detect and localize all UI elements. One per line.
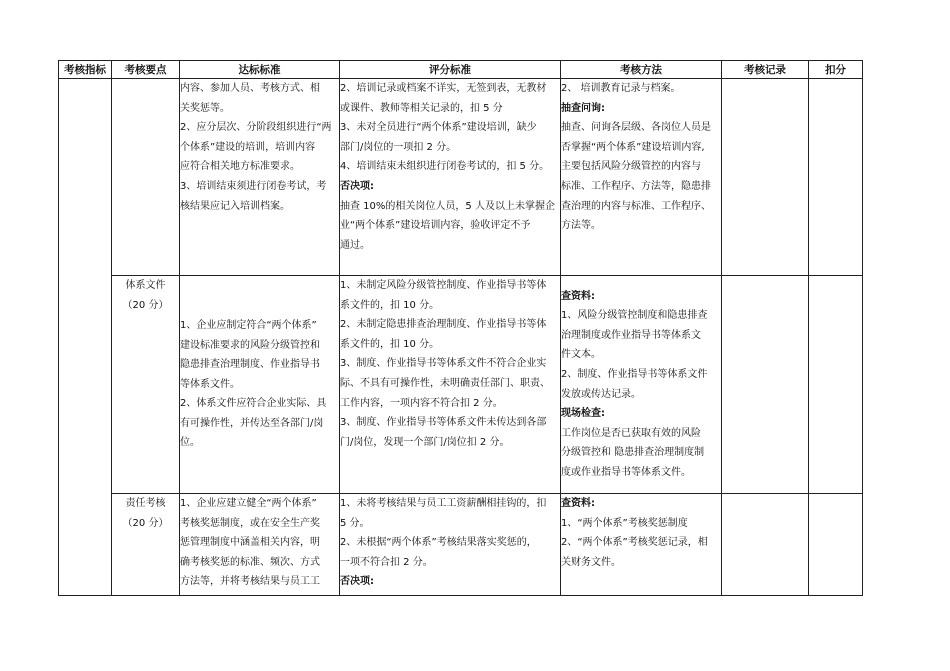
- text-line: 考核奖惩制度，或在安全生产奖: [180, 517, 320, 529]
- scoring-cell: [340, 79, 561, 276]
- text-line: 关奖惩等。: [180, 102, 230, 114]
- text-line: 4、培训结束未组织进行闭卷考试的，扣 5 分。: [340, 161, 550, 173]
- text-line: 2、 培训教育记录与档案。: [561, 83, 681, 94]
- deduction-cell[interactable]: [809, 79, 863, 276]
- indicator-cell: [59, 79, 112, 596]
- header-indicator: 考核指标: [59, 61, 112, 79]
- text-line: 1、风险分级管控制度和隐患排查: [561, 310, 708, 322]
- text-line: 2、“两个体系”考核奖惩记录，相: [561, 537, 708, 549]
- header-scoring: 评分标准: [340, 61, 561, 79]
- header-row: [59, 61, 863, 79]
- text-line: 系文件的，扣 10 分。: [340, 299, 440, 311]
- text-line: 度或作业指导书等体系文件。: [561, 466, 691, 478]
- text-line: 方法等，并将考核结果与员工工: [180, 576, 320, 588]
- text-line: 5 分。: [340, 517, 370, 529]
- text-line: 通过。: [340, 239, 370, 251]
- text-line: 方法等。: [561, 220, 601, 232]
- text-line: 查资料:: [561, 290, 595, 302]
- key-point-cell: [112, 494, 180, 596]
- text-line: 抽查、问询各层级、各岗位人员是: [561, 122, 711, 134]
- table-row: [59, 494, 863, 596]
- text-line: 2、培训记录或档案不详实，无签到表，无教材: [340, 83, 547, 94]
- text-line: 2、体系文件应符合企业实际、具: [180, 398, 327, 410]
- text-line: 1、企业应制定符合“两个体系”: [180, 319, 317, 331]
- text-line: 工作岗位是否已获取有效的风险: [561, 427, 701, 439]
- text-line: 否决项:: [340, 576, 374, 588]
- text-line: 个体系”建设的培训，培训内容: [180, 141, 316, 153]
- header-deduction: 扣分: [809, 61, 863, 79]
- record-cell[interactable]: [722, 494, 809, 596]
- text-line: 否决项:: [340, 180, 374, 192]
- text-line: （20 分）: [122, 517, 169, 529]
- method-cell: [561, 276, 722, 494]
- text-line: 确考核奖惩的标准、频次、方式: [180, 556, 320, 568]
- text-line: 体系文件: [125, 280, 166, 291]
- text-line: 1、“两个体系”考核奖惩制度: [561, 517, 688, 529]
- text-line: 3、制度、作业指导书等体系文件不符合企业实: [340, 358, 547, 370]
- text-line: 惩管理制度中涵盖相关内容，明: [180, 537, 320, 549]
- assessment-table: [58, 60, 863, 596]
- text-line: 3、未对全员进行“两个体系”建设培训，缺少: [340, 122, 537, 134]
- text-line: 标准、工作程序、方法等，隐患排: [561, 180, 711, 192]
- text-line: 抽查 10%的相关岗位人员，5 人及以上未掌握企: [340, 200, 555, 212]
- text-line: 际、不具有可操作性，未明确责任部门、职责、: [340, 377, 550, 389]
- text-line: 分级管控和 隐患排查治理制度制: [561, 447, 705, 459]
- scoring-cell: [340, 276, 561, 494]
- text-line: 部门/岗位的一项扣 2 分。: [340, 141, 457, 153]
- text-line: 关财务文件。: [561, 556, 621, 568]
- text-line: 发放或传达记录。: [561, 388, 641, 400]
- text-line: 1、未将考核结果与员工工资薪酬相挂钩的，扣: [340, 498, 547, 509]
- text-line: 2、未制定隐患排查治理制度、作业指导书等体: [340, 319, 547, 331]
- text-line: 主要包括风险分级管控的内容与: [561, 161, 701, 173]
- standard-cell: [180, 276, 340, 494]
- text-line: 工作内容，一项内容不符合扣 2 分。: [340, 397, 503, 409]
- text-line: 或课件、教师等相关记录的，扣 5 分: [340, 102, 503, 114]
- header-record: 考核记录: [722, 61, 809, 79]
- text-line: 查资料:: [561, 498, 595, 509]
- header-standard: 达标标准: [180, 61, 340, 79]
- text-line: 建设标准要求的风险分级管控和: [180, 339, 320, 351]
- text-line: 一项不符合扣 2 分。: [340, 556, 433, 568]
- method-cell: [561, 494, 722, 596]
- text-line: 2、未根据“两个体系”考核结果落实奖惩的，: [340, 537, 537, 549]
- text-line: 现场检查:: [561, 408, 605, 420]
- text-line: 治理制度或作业指导书等体系文: [561, 329, 701, 341]
- text-line: 抽查问询:: [561, 102, 605, 114]
- record-cell[interactable]: [722, 276, 809, 494]
- key-point-cell: [112, 276, 180, 494]
- text-line: 隐患排查治理制度、作业指导书: [180, 359, 320, 371]
- table-row: [59, 276, 863, 494]
- standard-cell: [180, 79, 340, 276]
- header-method: 考核方法: [561, 61, 722, 79]
- text-line: （20 分）: [122, 299, 169, 311]
- text-line: 3、培训结束须进行闭卷考试，考: [180, 180, 327, 192]
- text-line: 等体系文件。: [180, 378, 240, 390]
- text-line: 否掌握“两个体系”建设培训内容,: [561, 141, 705, 153]
- text-line: 应符合相关地方标准要求。: [180, 161, 300, 173]
- standard-cell: [180, 494, 340, 596]
- text-line: 责任考核: [125, 498, 166, 509]
- deduction-cell[interactable]: [809, 494, 863, 596]
- text-line: 3、制度、作业指导书等体系文件未传达到各部: [340, 417, 547, 429]
- text-line: 1、企业应建立健全“两个体系”: [180, 498, 317, 509]
- text-line: 门/岗位，发现一个部门/岗位扣 2 分。: [340, 436, 510, 448]
- text-line: 系文件的，扣 10 分。: [340, 338, 440, 350]
- text-line: 2、应分层次、分阶段组织进行“两: [180, 122, 332, 134]
- text-line: 1、未制定风险分级管控制度、作业指导书等体: [340, 280, 547, 291]
- text-line: 位。: [180, 437, 200, 449]
- deduction-cell[interactable]: [809, 276, 863, 494]
- header-key-point: 考核要点: [112, 61, 180, 79]
- text-line: 2、制度、作业指导书等体系文件: [561, 368, 708, 380]
- text-line: 业“两个体系”建设培训内容，验收评定不予: [340, 220, 531, 232]
- method-cell: [561, 79, 722, 276]
- text-line: 核结果应记入培训档案。: [180, 200, 290, 212]
- text-line: 有可操作性，并传达至各部门/岗: [180, 417, 324, 429]
- key-point-cell: [112, 79, 180, 276]
- text-line: 查治理的内容与标准、工作程序、: [561, 200, 711, 212]
- text-line: 件文本。: [561, 349, 601, 361]
- scoring-cell: [340, 494, 561, 596]
- text-line: 内容、参加人员、考核方式、相: [180, 83, 320, 94]
- table-row: [59, 79, 863, 276]
- record-cell[interactable]: [722, 79, 809, 276]
